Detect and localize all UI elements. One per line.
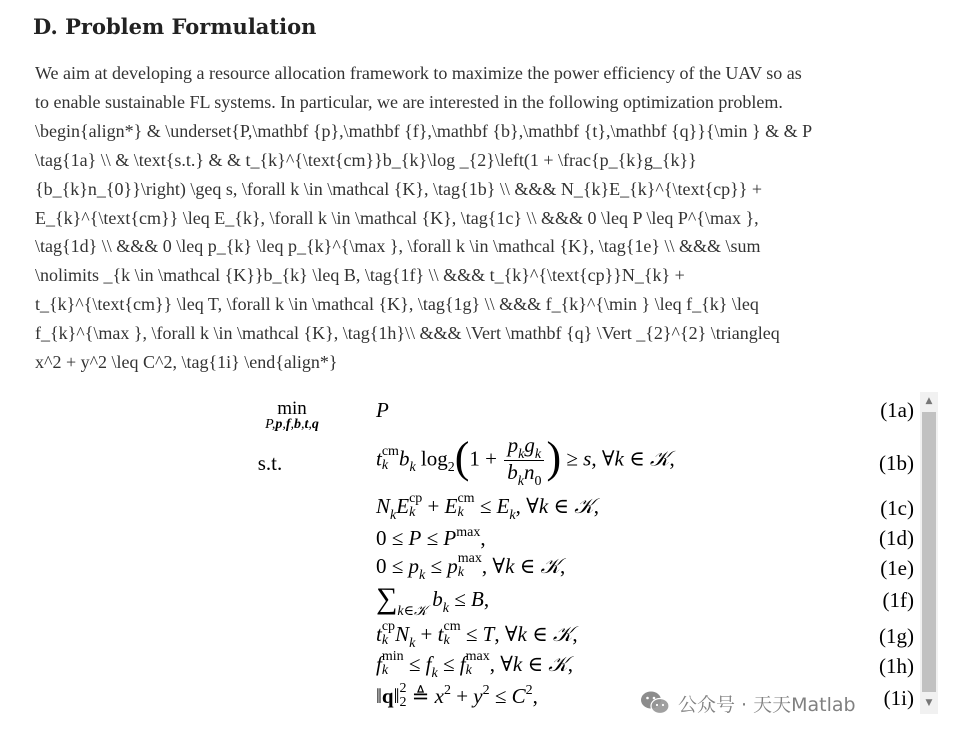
latex-source-line: E_{k}^{\text{cm}} \leq E_{k}, \forall k \in \mathcal {K}, \tag{1c} \\ &&& 0 \leq P \leq P^{\max }, <box>35 207 759 228</box>
equation-scrollbar-thumb[interactable] <box>922 412 936 692</box>
equation-tag: (1a) <box>880 398 914 422</box>
equation-tag: (1c) <box>880 496 914 520</box>
watermark <box>640 688 856 718</box>
section-heading: D. Problem Formulation <box>33 14 317 39</box>
constraint-1b: t cm k $b_k$ $\log_2(1$ + $\frac{p_kg_k}{b_kn_0}$ ) ≥ s, ∀k ∈ 𝒦, <box>376 433 675 489</box>
constraint-1d: $0 \le P \le P^{max}$, <box>376 525 486 550</box>
latex-source-line: \nolimits _{k \in \mathcal {K}}b_{k} \leq B, \tag{1f} \\ &&& t_{k}^{\text{cp}}N_{k} + <box>35 265 685 286</box>
scroll-down-arrow-icon[interactable]: ▼ <box>925 698 933 708</box>
constraint-1e: $0 \le p_k \le p$ max k , ∀k ∈ 𝒦, <box>376 551 566 583</box>
rendered-equation-block <box>252 390 938 720</box>
objective: P <box>376 398 389 422</box>
min-label: min <box>277 398 307 419</box>
constraint-1g: t cp k $N_k + t$ cm k ≤ T, ∀k ∈ 𝒦, <box>376 619 578 651</box>
equation-tag: (1e) <box>880 556 914 580</box>
constraint-1i: ‖q‖ 2 2 ≜ $x^2 + y^2 \le C^2$, <box>376 681 538 711</box>
latex-source-line: \tag{1d} \\ &&& 0 \leq p_{k} \leq p_{k}^{\max }, \forall k \in \mathcal {K}, \tag{1e} \\ &&& \sum <box>35 236 761 257</box>
st-label: s.t. <box>257 451 283 475</box>
scroll-up-arrow-icon[interactable]: ▲ <box>925 396 933 406</box>
latex-source-line: \tag{1a} \\ & \text{s.t.} & & t_{k}^{\text{cm}}b_{k}\log _{2}\left(1 + \frac{p_{k}g_{k}} <box>35 149 697 170</box>
equation-tag: (1h) <box>879 654 914 678</box>
latex-source-line: f_{k}^{\max }, \forall k \in \mathcal {K}, \tag{1h}\\ &&& \Vert \mathbf {q} \Vert _{2}^{2} \triangleq <box>35 323 780 344</box>
constraint-1c: $N_kE$ cp k + E cm k ≤ $E_k$, ∀k ∈ 𝒦, <box>376 491 599 523</box>
equation-tag: (1i) <box>883 686 914 710</box>
constraint-1f: $\sum_{k\in 𝒦}$ $b_k \le B$, <box>376 582 490 619</box>
watermark-text: 公众号 · 天天Matlab <box>678 693 856 716</box>
equation-tag: (1g) <box>879 624 914 648</box>
min-operator <box>252 398 332 433</box>
wechat-icon <box>640 690 670 716</box>
paragraph-line: to enable sustainable FL systems. In particular, we are interested in the following optimization problem. <box>35 91 783 112</box>
equation-tag: (1d) <box>879 526 914 550</box>
latex-source-line: x^2 + y^2 \leq C^2, \tag{1i} \end{align*} <box>35 352 338 373</box>
equation-tag: (1b) <box>879 451 914 475</box>
constraint-1h: f min k ≤ $f_k \le f$ max k , ∀k ∈ 𝒦, <box>376 649 574 681</box>
min-subscript: P,p,f,b,t,q <box>265 417 319 432</box>
problem-paragraph <box>35 59 940 377</box>
paragraph-line: We aim at developing a resource allocation framework to maximize the power efficiency of the UAV so as <box>35 63 802 83</box>
latex-source-line: {b_{k}n_{0}}\right) \geq s, \forall k \in \mathcal {K}, \tag{1b} \\ &&& N_{k}E_{k}^{\text{cp}} + <box>35 178 763 199</box>
latex-source-line: \begin{align*} & \underset{P,\mathbf {p},\mathbf {f},\mathbf {b},\mathbf {t},\mathbf {q}}{\min } & & P <box>35 120 813 141</box>
equation-tag: (1f) <box>882 588 914 612</box>
latex-source-line: t_{k}^{\text{cm}} \leq T, \forall k \in \mathcal {K}, \tag{1g} \\ &&& f_{k}^{\min } \leq f_{k} \leq <box>35 294 759 315</box>
